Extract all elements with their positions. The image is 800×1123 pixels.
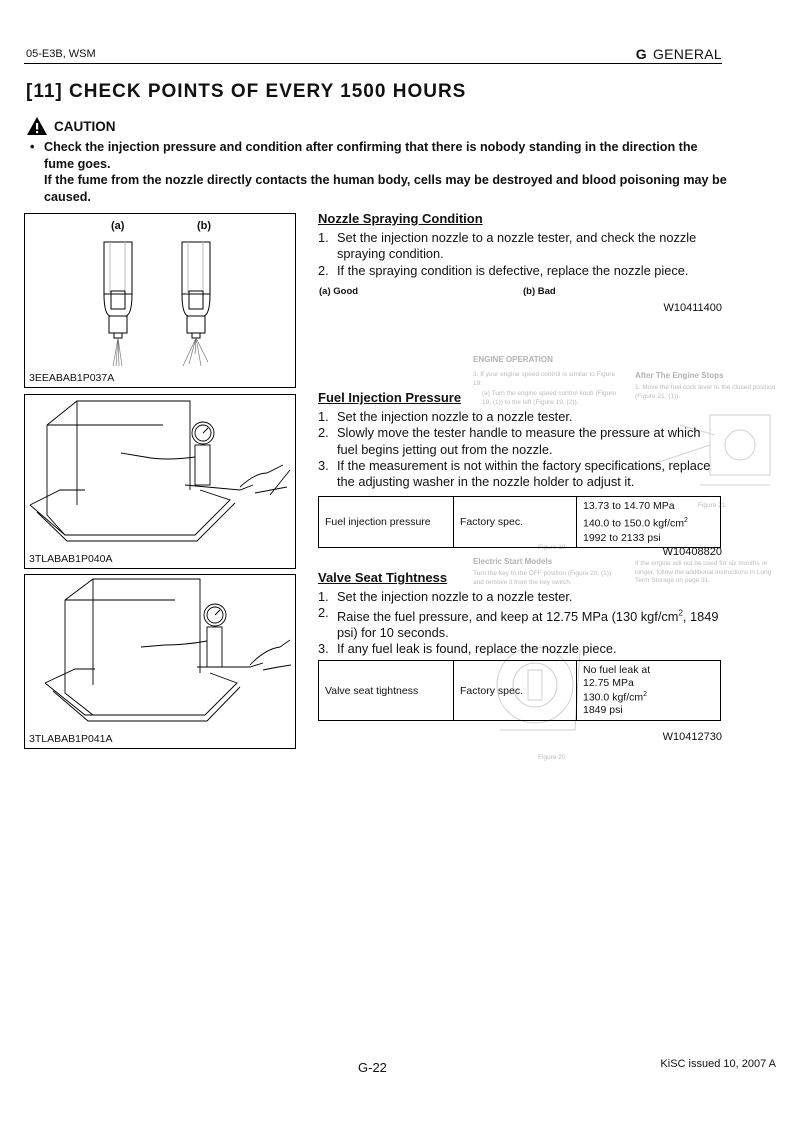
caution-text — [30, 139, 730, 205]
page-title: [11] CHECK POINTS OF EVERY 1500 HOURS — [26, 81, 467, 102]
figure-nozzle-tester-valve-seat — [24, 574, 296, 749]
bleed-heading-electric-start: Electric Start Models — [473, 557, 553, 566]
caution-line-1: Check the injection pressure and condition after confirming that there is nobody standing in the direction the fume goes. — [44, 140, 698, 171]
nozzle-spraying-title: Nozzle Spraying Condition — [318, 211, 483, 226]
spec-item: Fuel injection pressure — [319, 497, 454, 548]
spec-value-line: No fuel leak at — [583, 664, 651, 677]
valve-seat-spec-table — [318, 660, 721, 721]
figure-caption: 3EEABAB1P037A — [29, 372, 115, 384]
nozzle-illustration — [25, 214, 295, 369]
figure-nozzle-tester-pressure — [24, 394, 296, 569]
step-number: 1. — [318, 230, 329, 245]
header-rule — [24, 63, 722, 64]
caution-line-2: If the fume from the nozzle directly contacts the human body, cells may be destroyed and blood poisoning may be caused. — [44, 173, 727, 204]
step-number: 1. — [318, 409, 329, 424]
fuel-injection-title: Fuel Injection Pressure — [318, 390, 462, 405]
spec-value-mpa: 13.73 to 14.70 MPa — [583, 500, 675, 512]
bleed-paragraph: If the engine will not be used for six months or longer, follow the additional instructions in Long Term Storage on page 31. — [635, 560, 772, 584]
step-text-part: , 1849 psi) for 10 seconds. — [337, 608, 719, 640]
table-row — [319, 661, 721, 721]
spec-label: Factory spec. — [454, 497, 577, 548]
step-text: Slowly move the tester handle to measure the pressure at which fuel begins jetting out from the nozzle. — [337, 425, 701, 457]
caution-label: CAUTION — [54, 118, 116, 134]
nozzle-tester-illustration — [25, 575, 295, 733]
table-row — [319, 497, 721, 548]
fuel-injection-steps — [318, 409, 723, 490]
spec-item: Valve seat tightness — [319, 661, 454, 721]
spec-value-psi: 1992 to 2133 psi — [583, 531, 661, 544]
label-b: (b) — [197, 220, 212, 232]
spec-value-kgf — [583, 689, 714, 704]
spec-value-kgf-text: 140.0 to 150.0 kgf/cm — [583, 517, 684, 529]
page-number: G-22 — [358, 1060, 387, 1075]
spec-value — [577, 497, 721, 548]
bleed-paragraph: 1. Move the fuel cock lever to the closed position (Figure 21, (1)). — [635, 384, 776, 400]
step-text-sup: 2 — [678, 608, 683, 618]
step-text: Set the injection nozzle to a nozzle tester. — [337, 409, 573, 424]
step-number: 1. — [318, 589, 329, 604]
reference-code: W10412730 — [662, 731, 722, 743]
bleed-paragraph: (a) Turn the engine speed control knob (Figure 19, (1)) to the left (Figure 19, (2)). — [482, 390, 617, 406]
section-name: GENERAL — [652, 46, 722, 62]
spec-value-kgf — [583, 514, 714, 531]
list-item — [318, 605, 723, 641]
spec-value-kgf-sup: 2 — [643, 691, 648, 699]
reference-code: W10408820 — [662, 546, 722, 558]
valve-seat-steps — [318, 589, 723, 657]
fuel-injection-spec-table — [318, 496, 721, 548]
caution-bullet: • — [30, 140, 35, 154]
step-text: Set the injection nozzle to a nozzle tester. — [337, 589, 573, 604]
figure-nozzle-spray — [24, 213, 296, 388]
list-item — [318, 458, 723, 491]
bleed-heading-engine-operation: ENGINE OPERATION — [473, 355, 553, 364]
step-number: 3. — [318, 457, 329, 473]
section-header — [636, 46, 722, 62]
figure-caption: 3TLABAB1P041A — [29, 733, 113, 745]
list-item — [318, 230, 723, 263]
step-text-part: Raise the fuel pressure, and keep at 12.75 MPa (130 kgf/cm — [337, 608, 679, 624]
issue-info: KiSC issued 10, 2007 A — [660, 1058, 776, 1070]
label-a: (a) — [111, 220, 125, 232]
step-text — [337, 609, 719, 640]
spec-value-kgf-sup: 2 — [683, 516, 688, 524]
reference-code: W10411400 — [663, 302, 722, 314]
spec-value-kgf-text: 130.0 kgf/cm — [583, 691, 644, 704]
bleed-caption: Figure 20 — [538, 754, 566, 761]
list-item — [318, 409, 723, 425]
valve-seat-title: Valve Seat Tightness — [318, 570, 448, 585]
step-text: If any fuel leak is found, replace the nozzle piece. — [337, 641, 617, 657]
spec-value-psi: 1849 psi — [583, 704, 623, 717]
list-item — [318, 641, 723, 657]
bleed-caption: Figure 21 — [698, 502, 726, 509]
step-text: Set the injection nozzle to a nozzle tester, and check the nozzle spraying condition. — [337, 230, 697, 262]
nozzle-tester-illustration — [25, 395, 295, 553]
step-text: If the spraying condition is defective, replace the nozzle piece. — [337, 262, 689, 278]
spec-value — [577, 661, 721, 721]
step-number: 2. — [318, 605, 329, 621]
bleed-caption: Figure 19 — [538, 544, 566, 551]
list-item — [318, 263, 723, 279]
legend-good: (a) Good — [319, 286, 359, 297]
nozzle-spraying-steps — [318, 230, 723, 279]
bleed-paragraph: Turn the key to the OFF position (Figure 20, (1)) and remove it from the key switch. — [473, 570, 612, 586]
step-number: 2. — [318, 262, 329, 278]
warning-icon — [26, 116, 48, 136]
spec-value-mpa: 12.75 MPa — [583, 676, 634, 689]
section-letter: G — [635, 46, 647, 62]
step-number: 2. — [318, 425, 329, 441]
step-number: 3. — [318, 641, 329, 657]
list-item — [318, 425, 723, 458]
list-item — [318, 589, 723, 605]
bleed-paragraph: 3. If your engine speed control is similar to Figure 19: — [473, 371, 615, 387]
doc-code: 05-E3B, WSM — [26, 48, 96, 60]
step-text: If the measurement is not within the factory specifications, replace the adjusting washer in the nozzle holder to adjust it. — [337, 457, 711, 490]
figure-caption: 3TLABAB1P040A — [29, 553, 113, 565]
legend-bad: (b) Bad — [523, 286, 556, 297]
caution-heading — [26, 115, 116, 137]
spec-label: Factory spec. — [454, 661, 577, 721]
bleed-heading-after-stop: After The Engine Stops — [635, 371, 724, 380]
